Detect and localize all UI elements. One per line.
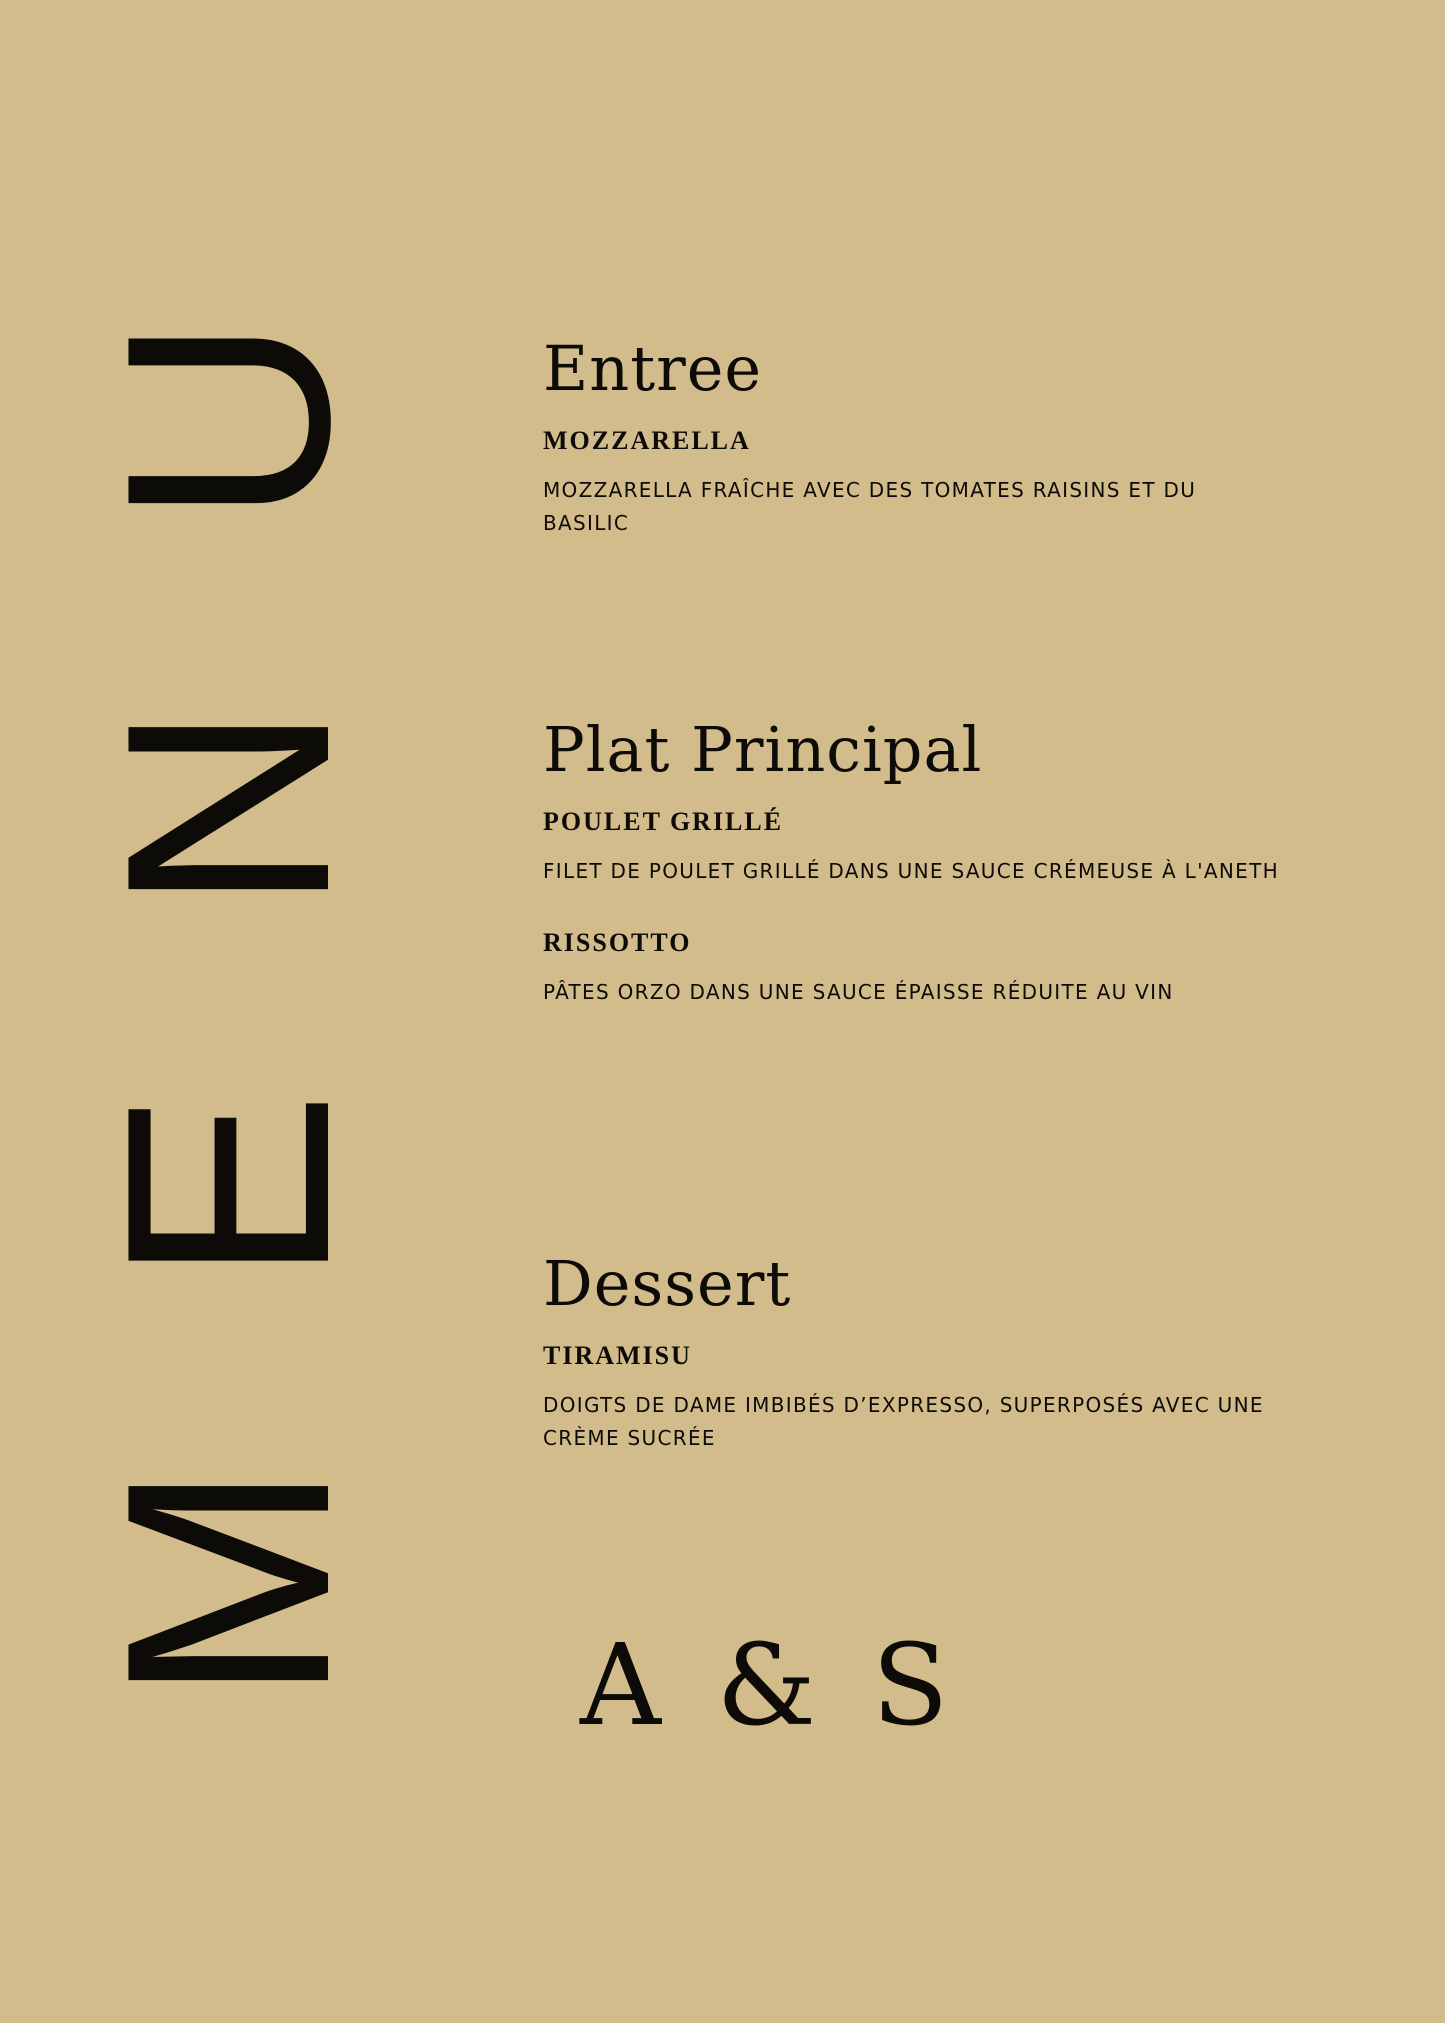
dish-item (543, 1343, 1343, 1455)
section-dessert (543, 1247, 1343, 1455)
dish-name: MOZZARELLA (543, 426, 751, 455)
dish-name: POULET GRILLÉ (543, 807, 784, 836)
dish-description: FILET DE POULET GRILLÉ DANS UNE SAUCE CRÉMEUSE À L'ANETH (543, 859, 1279, 883)
dish-description: DOIGTS DE DAME IMBIBÉS D’EXPRESSO, SUPERPOSÉS AVEC UNE CRÈME SUCRÉE (543, 1393, 1264, 1450)
section-plat-principal (543, 713, 1343, 1009)
section-heading: Entree (543, 332, 763, 405)
dish-item (543, 930, 1343, 1009)
section-entree (543, 332, 1343, 540)
section-heading: Plat Principal (543, 713, 983, 786)
monogram-text: A & S (580, 1621, 959, 1751)
dish-item (543, 809, 1343, 888)
dish-description: MOZZARELLA FRAÎCHE AVEC DES TOMATES RAISINS ET DU BASILIC (543, 478, 1197, 535)
dish-description: PÂTES ORZO DANS UNE SAUCE ÉPAISSE RÉDUITE AU VIN (543, 980, 1174, 1004)
menu-title: MENU (66, 138, 390, 1704)
section-heading: Dessert (543, 1247, 792, 1320)
dish-item (543, 428, 1343, 540)
dish-name: RISSOTTO (543, 928, 692, 957)
dish-name: TIRAMISU (543, 1341, 692, 1370)
